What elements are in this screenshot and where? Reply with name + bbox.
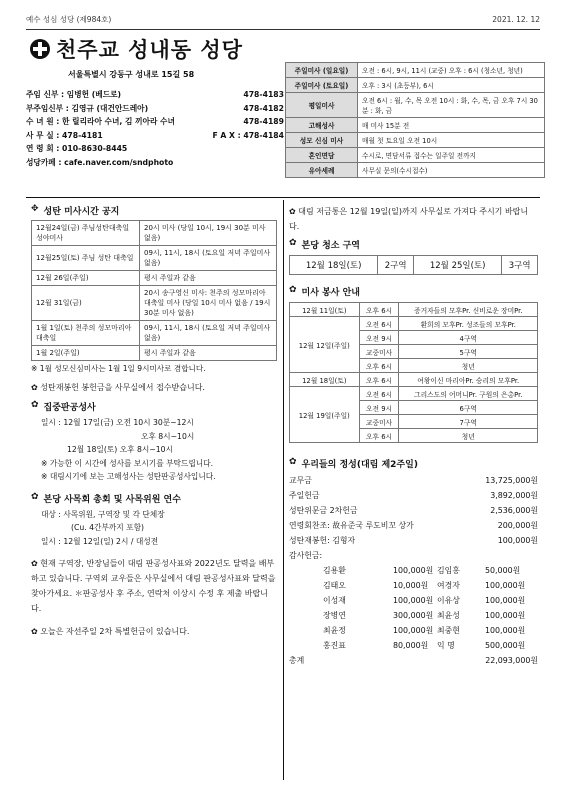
finance-row: 연령회찬조: 故유준국 루도비꼬 상가 200,000원: [289, 521, 538, 530]
schedule-row: 1월 1일(토) 천주의 성모마리아 대축일 09시, 11시, 18시 (토요일 저녁 주일미사 없음): [32, 321, 277, 346]
service-title: ✿ 미사 봉사 안내: [289, 285, 360, 298]
cross-icon: ✥: [31, 204, 39, 214]
service-row: 오전 9시 6구역: [290, 401, 538, 415]
christmas-schedule: [31, 220, 277, 361]
staff-row: 성당카페 : cafe.naver.com/sndphoto: [26, 157, 174, 167]
schedule-row: 12월24일(금) 주님성탄대축일 성야미사 20시 미사 (당일 10시, 19시 30분 미사 없음): [32, 221, 277, 246]
cleaning-row: 12월 18일(토) 2구역 12월 25일(토) 3구역: [290, 256, 538, 275]
service-row: 오전 9시 4구역: [290, 331, 538, 345]
church-title: 천주교 성내동 성당: [56, 37, 243, 62]
service-row: 오후 6시 청년: [290, 429, 538, 443]
office-note: ✿ 대림 저금통은 12월 19일(일)까지 사무실로 가져다 주시기 바랍니다.: [289, 207, 529, 231]
staff-list: [26, 88, 284, 169]
staff-row: 연 령 회 : 010-8630-8445: [26, 144, 128, 153]
mass-row: 혼인면담 수시로, 면담서류 접수는 일주일 전까지: [286, 148, 545, 163]
mass-row: 고해성사 매 미사 15분 전: [286, 118, 545, 133]
schedule-row: 12월 31일(금) 20시 송구영신 미사: 천주의 성모마리아 대축일 미사 (당일 10시 미사 없음 / 19시 30분 미사 없음): [32, 286, 277, 321]
service-table: [289, 302, 538, 443]
finance-row: 교무금 13,725,000원: [289, 476, 538, 485]
confession-list: 일시 : 12월 17일(금) 오전 10시 30분~12시 오후 8시~10시 12월 18일(토) 오후 8시~10시 ※ 가능한 이 시간에 성사를 보시기를 부탁드립니다. ※ 대림시기에 보는 고해성사는 성탄판공성사입니다.: [41, 418, 216, 481]
finance-title: ✿ 우리들의 정성(대림 제2주일): [289, 457, 418, 470]
mass-note: ※ 1월 성모신심미사는 1월 1일 9시미사로 겸합니다.: [31, 364, 206, 373]
right-column: [289, 200, 538, 668]
issue-date: 2021. 12. 12: [492, 15, 540, 24]
title-row: [30, 34, 284, 64]
finance-row: 성탄재봉헌: 김형자 100,000원: [289, 536, 538, 545]
thanks-label: 감사헌금:: [289, 551, 323, 560]
schedule-row: 12월 26일(주일) 평시 주일과 같음: [32, 271, 277, 286]
service-row: 교중미사 5구역: [290, 345, 538, 359]
finance-list: [289, 473, 538, 668]
staff-row: 주임 신부 : 임병헌 (베드로) 478-4183: [26, 90, 284, 99]
mass-row: 평일미사 오전 6시 : 월, 수, 목 오전 10시 : 화, 수, 목, 금 오후 7시 30분 : 화, 금: [286, 93, 545, 118]
finance-row: 주일헌금 3,892,000원: [289, 491, 538, 500]
total-row: 총계 22,093,000원: [289, 656, 538, 665]
service-row: 12월 11일(토) 오후 6시 증거자들의 모후Pr. 신비로운 장미Pr.: [290, 303, 538, 317]
flower-icon: ✿: [289, 457, 297, 467]
mass-row: 주일미사 (토요일) 오후 : 3시 (초등부), 6시: [286, 78, 545, 93]
service-row: 오후 6시 청년: [290, 359, 538, 373]
confession-title: ✿ 집중판공성사: [31, 400, 96, 413]
meeting-info: 대상 : 사목위원, 구역장 및 각 단체장 (Cu. 4간부까지 포함) 일시 : 12월 12일(일) 2시 / 대성전: [41, 509, 165, 546]
staff-row: 수 녀 원 : 한 릴리라아 수녀, 김 끼아라 수녀 478-4189: [26, 117, 284, 126]
service-row: 12월 12일(주일) 오전 6시 환희의 모후Pr. 성조들의 모후Pr.: [290, 317, 538, 331]
christmas-title: ✥ 성탄 미사시간 공지: [31, 204, 120, 217]
mass-row: 성모 신심 미사 매월 첫 토요일 오전 10시: [286, 133, 545, 148]
schedule-row: 12월25일(토) 주님 성탄 대축일 09시, 11시, 18시 (토요일 저녁 주일미사 없음): [32, 246, 277, 271]
contributors-grid: 김용환 100,000원 김임홍 50,000원 김태오 10,000원 여경자 100,000원 이성재 100,000원 이유상 100,000원 장병연 300,000원 최윤성 100,000원 최윤정 100,000원 최중현 100,000원 홍진표 80,000원 익 명 500,000원: [323, 566, 526, 650]
flower-icon: ✿: [289, 285, 297, 295]
calendar-note: ✿ 현재 구역장, 반장님들이 대림 판공성사표와 2022년도 달력을 배부하고 있습니다. 구역외 교우들은 사무실에서 대림 판공성사표와 달력을 찾아가세요. ＊판공성사 후 주소, 연락처 이상시 수정 후 제출 바랍니다.: [31, 559, 276, 613]
mass-row: 주일미사 (일요일) 오전 : 6시, 9시, 11시 (교중) 오후 : 6시 (청소년, 청년): [286, 63, 545, 78]
cleaning-title: ✿ 본당 청소 구역: [289, 238, 360, 251]
church-address: 서울특별시 강동구 성내로 15길 58: [68, 70, 195, 79]
mass-row: 유아세례 사무실 문의(수시접수): [286, 163, 545, 178]
service-row: 교중미사 7구역: [290, 415, 538, 429]
church-logo-icon: [30, 39, 50, 59]
mass-info-table: [285, 62, 545, 178]
staff-row: 사 무 실 : 478-4181 F A X : 478-4184: [26, 130, 284, 140]
service-row: 12월 18일(토) 오후 6시 여왕이신 마리아Pr. 승리의 모후Pr.: [290, 373, 538, 387]
offering-note: ✿ 성탄재봉헌 봉헌금을 사무실에서 접수받습니다.: [31, 383, 205, 392]
flower-icon: ✿: [31, 400, 39, 410]
special-offering-note: ✿ 오늘은 자선주일 2차 특별헌금이 있습니다.: [31, 627, 190, 636]
cleaning-table: [289, 255, 538, 275]
header-divider: [26, 197, 540, 198]
service-row: 12월 19일(주일) 오전 6시 그리스도의 어머니Pr. 구원의 은총Pr.: [290, 387, 538, 401]
schedule-row: 1월 2일(주일) 평시 주일과 같음: [32, 346, 277, 361]
flower-icon: ✿: [289, 238, 297, 248]
flower-icon: ✿: [31, 491, 39, 502]
church-header: [26, 34, 284, 194]
left-column: [31, 200, 277, 644]
issue-title: 예수 성심 성당 (제984호): [26, 15, 112, 24]
finance-row: 성탄위문금 2차헌금 2,536,000원: [289, 506, 538, 515]
staff-row: 부주임신부 : 김영규 (대건안드레아) 478-4182: [26, 103, 284, 113]
column-divider: [283, 200, 284, 780]
meeting-title: ✿ 본당 사목회 총회 및 사목위원 연수: [31, 491, 181, 505]
top-line: [26, 10, 540, 30]
